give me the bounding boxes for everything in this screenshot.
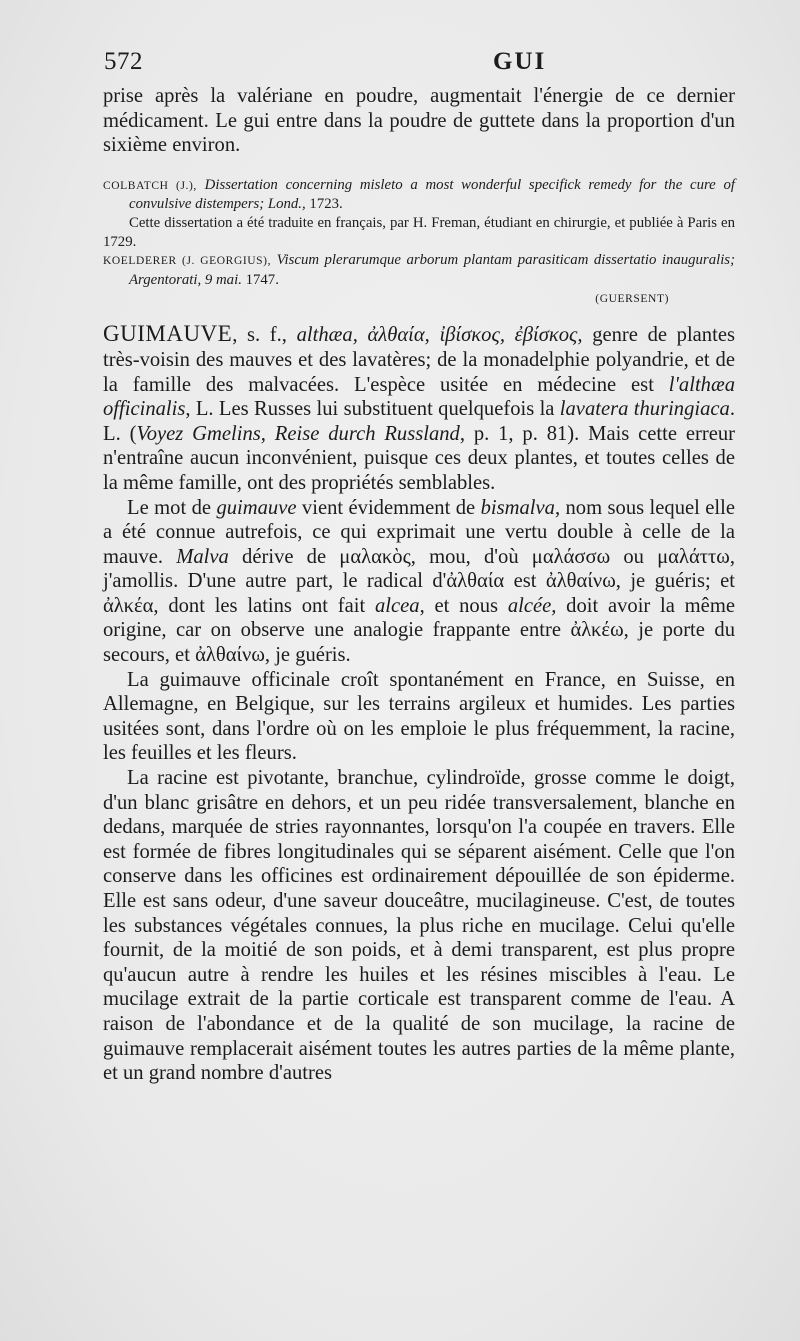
text-run: , et nous	[419, 594, 499, 617]
italic-term: Malva	[176, 545, 229, 568]
biblio-author: KOELDERER (J. GEORGIUS),	[103, 255, 272, 268]
latin-term: l'althæa officinalis	[103, 373, 735, 421]
biblio-year: 1747.	[245, 271, 279, 288]
text-run: genre de plantes très-voisin des mauves et des lavatères; de la monadelphie polyandrie, et de la famille des malvacées. L'espèce usitée en médecine est	[103, 324, 735, 396]
text-run: vient évidemment de	[301, 496, 476, 519]
biblio-year: 1723.	[309, 196, 343, 213]
italic-term: guimauve	[216, 496, 297, 519]
paragraph-habitat: La guimauve officinale croît spontanément en France, en Suisse, en Allemagne, en Belgique, sur les terrains argileux et humides. Les parties usitées sont, dans l'ordre où on les emploie le plus fréquemment, la racine, les feuilles et les fleurs.	[103, 668, 735, 765]
biblio-author: COLBATCH (J.),	[103, 179, 197, 192]
latin-term: lavatera thuringiaca	[559, 398, 730, 421]
bibliography	[103, 176, 735, 309]
text-column	[103, 84, 735, 1086]
text-run: Le mot de	[127, 496, 212, 519]
italic-term: alcée,	[507, 594, 557, 617]
signature-text: (GUERSENT)	[595, 293, 669, 306]
paragraph-root: La racine est pivotante, branchue, cylindroïde, grosse comme le doigt, d'un blanc grisâtre en dehors, et un peu ridée transversalement, blanche en dedans, marquée de stries rayonnantes, lorsqu'on l'a coupée en travers. Elle est formée de fibres longitudinales qui se séparent aisément. Celle que l'on conserve dans les officines est ordinairement dépouillée de son épiderme. Elle est sans odeur, d'une saveur douceâtre, mucilagineuse. C'est, de toutes les substances végétales connues, la plus riche en mucilage. Celui qu'elle fournit, de la moitié de son poids, et à demi transparent, est plus propre qu'aucun autre à rendre les huiles et les résines miscibles à l'eau. Le mucilage extrait de la partie corticale est transparent comme de l'eau. A raison de l'abondance et de la qualité de son mucilage, la racine de guimauve remplacerait aisément toutes les autres parties de la même plante, et un grand nombre d'autres	[103, 767, 735, 1085]
paragraph-intro: prise après la valériane en poudre, augmentait l'énergie de ce dernier médicament. Le gui entre dans la poudre de guttete dans la proportion d'un sixième environ.	[103, 85, 735, 157]
biblio-entry-koelderer	[103, 251, 735, 289]
biblio-note: Cette dissertation a été traduite en français, par H. Freman, étudiant en chirurgie, et publiée à Paris en 1729.	[103, 214, 735, 250]
italic-term: bismalva	[480, 496, 555, 519]
italic-term: alcea	[375, 594, 420, 617]
author-signature	[103, 289, 669, 308]
biblio-title: Dissertation concerning misleto a most wonderful specifick remedy for the cure of convulsive distempers; Lond.,	[129, 176, 735, 213]
page-header	[104, 48, 734, 82]
page-number: 572	[104, 48, 143, 75]
biblio-title: Viscum plerarumque arborum plantam parasiticam dissertatio inauguralis; Argentorati, 9 mai.	[129, 252, 735, 288]
latin-term: althæa	[296, 324, 353, 347]
text-run: . L. (	[103, 398, 735, 445]
text-run: doit avoir la même origine, car on observe une analogie frappante entre ἀλκέω, je porte du secours, et ἀλθαίνω, je guéris.	[103, 594, 735, 667]
text-run: , L. Les Russes lui substituent quelquefois la	[185, 398, 555, 421]
text-run: , p. 1, p. 81). Mais cette erreur n'entraîne aucun inconvénient, puisque ces deux plantes, et toutes celles de la même famille, ont des propriétés semblables.	[103, 422, 736, 494]
text-run: , s. f.,	[232, 324, 287, 347]
paragraph-guimauve-definition	[103, 322, 735, 495]
text-run: dérive de μαλακὸς, mou, d'où μαλάσσω ou μαλάττω, j'amollis. D'une autre part, le radical d'ἀλθαία est ἀλθαίνω, je guéris; et ἀλκέα, dont les latins ont fait	[103, 545, 735, 617]
running-head: GUI	[493, 48, 547, 75]
paragraph-etymology	[103, 496, 735, 668]
greek-terms: , ἀλθαία, ἰβίσκος, ἐβίσκος,	[352, 324, 583, 347]
text-run: , nom sous lequel elle a été connue autrefois, ce qui exprimait une vertu double à celle de la mauve.	[103, 496, 736, 568]
reference-citation: Voyez Gmelins, Reise durch Russland	[136, 422, 460, 445]
entry-headword: GUIMAUVE	[103, 321, 233, 347]
biblio-entry-colbatch	[103, 176, 735, 214]
